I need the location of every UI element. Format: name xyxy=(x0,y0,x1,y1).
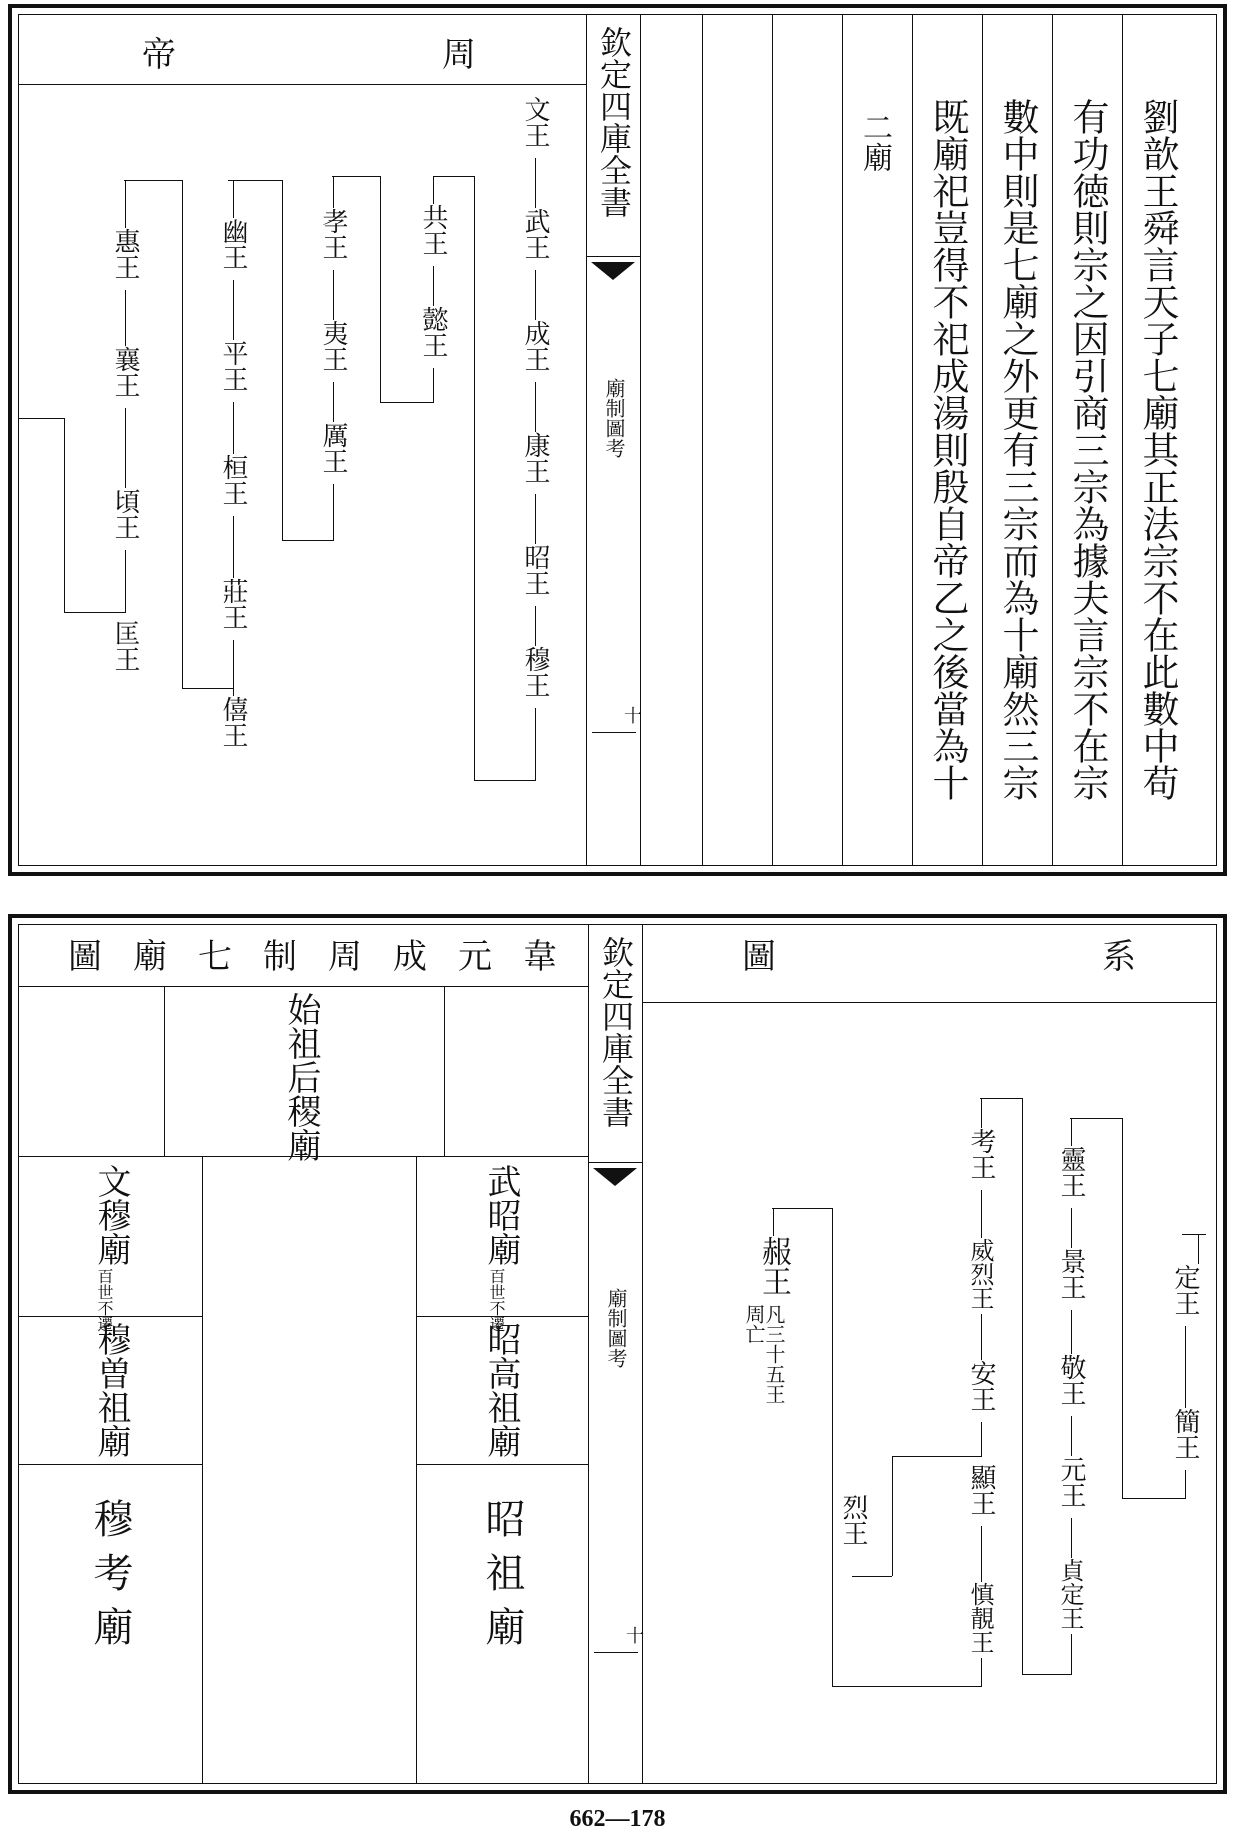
top-text-col-3: 數中則是七廟之外更有三宗而為十廟然三宗 xyxy=(996,98,1039,801)
top-col-rule xyxy=(772,14,773,866)
top-margin-line-left xyxy=(586,14,587,866)
top-gen-yi: 懿王 xyxy=(418,306,448,358)
bottom-gen-note: 凡三十五王周亡 xyxy=(742,1304,786,1404)
temple-right-note: 百世不遷 xyxy=(487,1268,506,1332)
bottom-right-title-a: 系 xyxy=(1102,937,1136,977)
bottom-gen-line xyxy=(1071,1634,1072,1674)
top-col-rule xyxy=(842,14,843,866)
top-gen-line xyxy=(228,180,282,181)
bottom-margin-divider2 xyxy=(594,1652,638,1653)
temple-left-2: 穆曽祖廟 xyxy=(91,1322,131,1458)
top-gen-line xyxy=(182,688,234,689)
top-gen-line xyxy=(434,176,474,177)
page-footer: 662—178 xyxy=(569,1806,666,1832)
temple-right-3: 昭祖廟 xyxy=(479,1498,525,1660)
top-gen-line xyxy=(64,612,126,613)
top-gen-line xyxy=(64,418,65,612)
top-col-rule xyxy=(912,14,913,866)
temple-grid xyxy=(416,1156,417,1784)
bottom-gen-jing2: 敬王 xyxy=(1056,1354,1086,1406)
bottom-gen-line xyxy=(981,1190,982,1238)
top-col-rule xyxy=(982,14,983,866)
bottom-gen-an: 安王 xyxy=(966,1360,996,1412)
top-gen-huan: 桓王 xyxy=(218,454,248,506)
bottom-gen-line xyxy=(892,1456,893,1576)
top-gen-line xyxy=(233,180,234,218)
top-gen-line xyxy=(282,180,283,540)
temple-grid xyxy=(444,986,445,1156)
temple-left-note: 百世不遷 xyxy=(95,1268,114,1332)
bottom-gen-line xyxy=(1071,1118,1072,1146)
top-gen-line xyxy=(333,484,334,540)
top-gen-line xyxy=(182,180,183,688)
top-gen-line xyxy=(380,402,434,403)
bottom-gen-ding: 定王 xyxy=(1170,1264,1200,1316)
bottom-gen-line xyxy=(1122,1118,1123,1498)
temple-grid xyxy=(18,1464,202,1465)
top-gen-line xyxy=(433,368,434,402)
temple-right-2: 昭高祖廟 xyxy=(481,1322,521,1458)
bottom-right-title-b: 圖 xyxy=(742,937,776,977)
top-margin-divider xyxy=(586,256,640,257)
bottom-gen-line xyxy=(981,1422,982,1456)
bottom-gen-kao: 考王 xyxy=(966,1128,996,1180)
top-gen-ping: 平王 xyxy=(218,340,248,392)
bottom-right-header-rule xyxy=(642,1002,1217,1003)
top-gen-xiao: 孝王 xyxy=(318,208,348,260)
bottom-gen-shenjing: 慎靚王 xyxy=(966,1582,994,1654)
bottom-gen-line xyxy=(1070,1118,1122,1119)
top-gen-line xyxy=(380,176,381,402)
bottom-gen-line xyxy=(1122,1498,1186,1499)
temple-grid xyxy=(164,986,165,1156)
top-gen-line xyxy=(535,270,536,320)
top-gen-zhuang: 莊王 xyxy=(218,578,248,630)
bottom-gen-line xyxy=(1182,1234,1206,1235)
temple-grid xyxy=(416,1464,588,1465)
top-margin-title: 欽定四庫全書 xyxy=(595,26,633,218)
bottom-gen-line xyxy=(1071,1416,1072,1456)
bottom-margin-title: 欽定四庫全書 xyxy=(597,936,635,1128)
top-margin-sub: 廟制圖考 xyxy=(602,378,626,458)
bottom-gen-jian: 簡王 xyxy=(1170,1408,1200,1460)
top-text-col-6: 二廟 xyxy=(857,112,892,172)
top-gen-line xyxy=(332,176,380,177)
temple-left-3: 穆考廟 xyxy=(87,1498,133,1660)
top-header-rule xyxy=(18,84,586,85)
top-gen-zhao: 昭王 xyxy=(520,544,550,596)
top-gen-line xyxy=(125,290,126,346)
bottom-gen-line xyxy=(852,1576,892,1577)
bottom-gen-weilie: 威烈王 xyxy=(966,1238,994,1310)
bottom-gen-line xyxy=(1185,1470,1186,1498)
top-gen-line xyxy=(535,708,536,780)
bottom-gen-yuan: 元王 xyxy=(1056,1456,1086,1508)
bottom-left-header-rule xyxy=(18,986,588,987)
top-text-col-1: 劉歆王舜言天子七廟其正法宗不在此數中苟 xyxy=(1136,98,1179,801)
top-col-rule xyxy=(1122,14,1123,866)
top-gen-line xyxy=(333,176,334,208)
top-gen-you: 幽王 xyxy=(218,218,248,270)
top-page xyxy=(8,4,1227,876)
top-gen-kang: 康王 xyxy=(520,432,550,484)
top-gen-line xyxy=(233,280,234,340)
top-margin-divider2 xyxy=(592,732,636,733)
top-gen-line xyxy=(433,176,434,204)
bottom-gen-line xyxy=(1071,1518,1072,1558)
top-gen-line xyxy=(125,408,126,488)
temple-top: 始祖后稷廟 xyxy=(281,992,321,1162)
top-header-mid: 周 xyxy=(442,35,476,75)
bottom-gen-lie: 烈王 xyxy=(838,1494,868,1546)
top-gen-line xyxy=(124,180,182,181)
bottom-margin-sub: 廟制圖考 xyxy=(604,1288,628,1368)
top-margin-line-right xyxy=(640,14,641,866)
bottom-gen-line xyxy=(1185,1326,1186,1408)
bottom-gen-line xyxy=(892,1456,982,1457)
bottom-gen-jing: 景王 xyxy=(1056,1248,1086,1300)
top-gen-line xyxy=(333,382,334,422)
bottom-gen-line xyxy=(981,1526,982,1582)
bottom-fishtail xyxy=(593,1168,637,1186)
bottom-gen-line xyxy=(772,1208,832,1209)
bottom-gen-line xyxy=(981,1658,982,1686)
bottom-gen-line xyxy=(981,1314,982,1360)
bottom-gen-zhending: 貞定王 xyxy=(1056,1558,1084,1630)
top-gen-qing: 頃王 xyxy=(110,488,140,540)
top-text-col-4: 既廟祀豈得不祀成湯則殷自帝乙之後當為十 xyxy=(926,98,969,801)
top-gen-line xyxy=(18,418,64,419)
top-gen-yi2: 夷王 xyxy=(318,320,348,372)
top-gen-line xyxy=(535,606,536,646)
top-gen-wen: 文王 xyxy=(520,96,550,148)
top-gen-kuang: 匡王 xyxy=(110,620,140,672)
bottom-folio: 十 xyxy=(626,1626,644,1647)
bottom-margin-divider xyxy=(588,1162,642,1163)
top-gen-gong: 共王 xyxy=(418,204,448,256)
bottom-margin-line-left xyxy=(588,924,589,1784)
bottom-gen-line xyxy=(773,1208,774,1236)
top-folio: 十 xyxy=(624,706,642,727)
temple-left-main: 文穆廟 xyxy=(91,1164,131,1266)
top-gen-li: 厲王 xyxy=(318,422,348,474)
bottom-gen-ling: 靈王 xyxy=(1056,1146,1086,1198)
top-gen-line xyxy=(535,494,536,544)
top-gen-hui: 惠王 xyxy=(110,228,140,280)
top-gen-line xyxy=(433,266,434,306)
bottom-gen-line xyxy=(1071,1310,1072,1354)
bottom-gen-line xyxy=(832,1208,833,1686)
top-gen-line xyxy=(282,540,334,541)
top-col-rule xyxy=(1052,14,1053,866)
top-gen-mu: 穆王 xyxy=(520,646,550,698)
top-gen-xiang: 襄王 xyxy=(110,346,140,398)
top-gen-line xyxy=(233,516,234,578)
top-gen-line xyxy=(233,402,234,454)
top-header-left: 帝 xyxy=(142,35,176,75)
bottom-gen-line xyxy=(1071,1208,1072,1248)
bottom-margin-line-right xyxy=(642,924,643,1784)
top-gen-cheng: 成王 xyxy=(520,320,550,372)
top-gen-line xyxy=(474,176,475,780)
bottom-gen-line xyxy=(1198,1234,1199,1264)
top-gen-line xyxy=(535,158,536,208)
bottom-gen-line xyxy=(980,1098,1022,1099)
top-gen-line xyxy=(125,550,126,612)
top-gen-line xyxy=(474,780,536,781)
temple-grid xyxy=(202,1156,203,1784)
bottom-page xyxy=(8,914,1227,1794)
bottom-gen-nan: 赧王 xyxy=(756,1236,791,1296)
top-gen-wu: 武王 xyxy=(520,208,550,260)
top-gen-line xyxy=(125,180,126,228)
temple-right-main: 武昭廟 xyxy=(481,1164,521,1266)
top-col-rule xyxy=(702,14,703,866)
top-gen-line xyxy=(333,270,334,320)
top-gen-line xyxy=(535,382,536,432)
top-text-col-2: 有功徳則宗之因引商三宗為據夫言宗不在宗 xyxy=(1066,98,1109,801)
bottom-gen-xian: 顯王 xyxy=(966,1464,996,1516)
top-gen-xi: 僖王 xyxy=(218,696,248,748)
bottom-gen-line xyxy=(1022,1098,1023,1674)
bottom-gen-line xyxy=(981,1098,982,1128)
bottom-gen-line xyxy=(832,1686,982,1687)
bottom-left-title: 圖廟七制周成元韋 xyxy=(68,937,588,977)
top-fishtail xyxy=(591,262,635,280)
bottom-gen-line xyxy=(1022,1674,1072,1675)
